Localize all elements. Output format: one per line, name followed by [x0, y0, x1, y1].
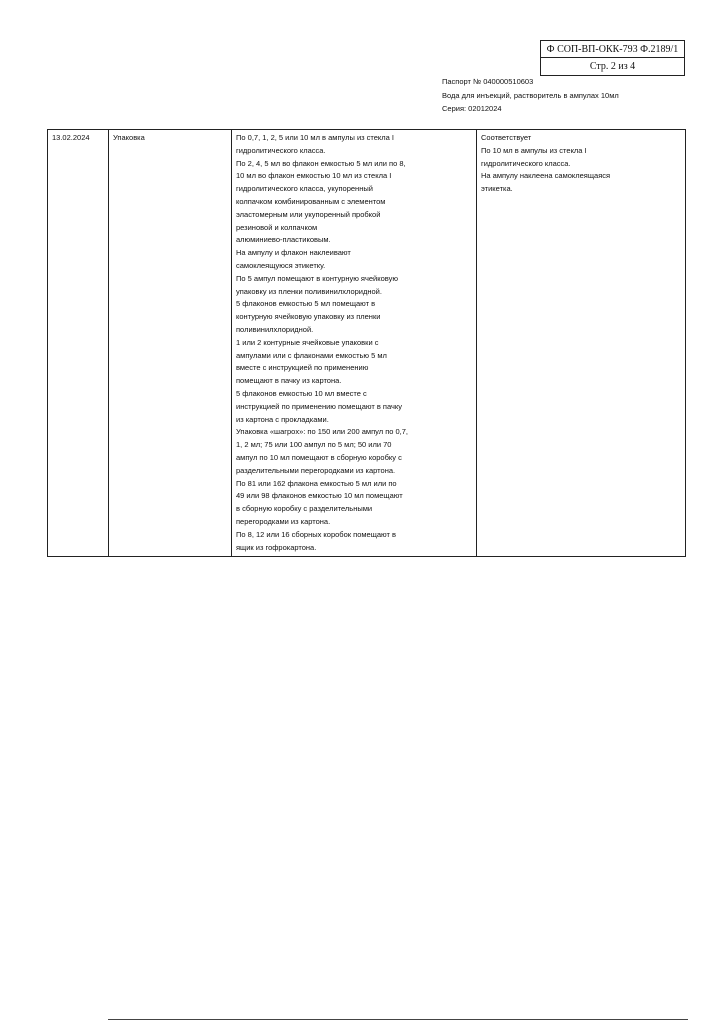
- norm-line: 49 или 98 флаконов емкостью 10 мл помещают: [236, 491, 403, 501]
- form-code-box: [540, 40, 685, 76]
- norm-line: из картона с прокладками.: [236, 414, 329, 424]
- norm-line: ампулами или с флаконами емкостью 5 мл: [236, 350, 387, 360]
- footer-divider: [108, 1019, 688, 1020]
- norm-line: резиновой и колпачком: [236, 222, 318, 232]
- form-code: Ф СОП-ВП-ОКК-793 Ф.2189/1: [541, 41, 684, 58]
- norm-line: Упаковка «шагроx»: по 150 или 200 ампул по 0,7,: [236, 427, 409, 437]
- norm-line: помещают в пачку из картона.: [236, 376, 342, 386]
- norm-line: колпачком комбинированным с элементом: [236, 196, 386, 206]
- norm-line: 1 или 2 контурные ячейковые упаковки с: [236, 337, 379, 347]
- norm-line: самоклеящуюся этикетку.: [236, 260, 326, 270]
- norm-line: 1, 2 мл; 75 или 100 ампул по 5 мл; 50 или 70: [236, 440, 392, 450]
- series-number: Серия: 02012024: [442, 104, 502, 113]
- norm-line: По 0,7, 1, 2, 5 или 10 мл в ампулы из стекла I: [236, 133, 395, 142]
- test-name: Упаковка: [109, 130, 232, 557]
- result-text: [477, 130, 686, 557]
- norm-line: эластомерным или укупоренный пробкой: [236, 209, 381, 219]
- norm-line: По 2, 4, 5 мл во флакон емкостью 5 мл или по 8,: [236, 158, 406, 168]
- product-name: Вода для инъекций, растворитель в ампулах 10мл: [442, 90, 619, 100]
- norm-line: 5 флаконов емкостью 5 мл помещают в: [236, 299, 376, 309]
- norm-line: 5 флаконов емкостью 10 мл вместе с: [236, 388, 367, 398]
- norm-line: алюминиево-пластиковым.: [236, 235, 331, 245]
- norm-text: [232, 130, 477, 557]
- norm-line: перегородками из картона.: [236, 516, 331, 526]
- norm-line: гидролитического класса.: [236, 145, 326, 155]
- norm-line: По 5 ампул помещают в контурную ячейковую: [236, 273, 398, 283]
- norm-line: контурную ячейковую упаковку из пленки: [236, 312, 381, 322]
- table-row: [48, 130, 686, 557]
- norm-line: ящик из гофрокартона.: [236, 542, 317, 552]
- result-line: гидролитического класса.: [481, 158, 571, 168]
- passport-number: Паспорт № 040000510603: [442, 77, 534, 86]
- norm-line: разделительными перегородками из картона.: [236, 465, 396, 475]
- passport-info: [442, 75, 619, 116]
- norm-line: На ампулу и флакон наклеивают: [236, 248, 351, 258]
- norm-line: По 81 или 162 флакона емкостью 5 мл или по: [236, 478, 397, 488]
- page-number: Стр. 2 из 4: [589, 61, 636, 72]
- result-line: этикетка.: [481, 184, 513, 194]
- norm-line: 10 мл во флакон емкостью 10 мл из стекла I: [236, 171, 392, 181]
- result-line: По 10 мл в ампулы из стекла I: [481, 145, 587, 155]
- test-date: 13.02.2024: [48, 130, 109, 557]
- norm-line: в сборную коробку с разделительными: [236, 504, 373, 514]
- norm-line: По 8, 12 или 16 сборных коробок помещают в: [236, 529, 397, 539]
- norm-line: упаковку из пленки поливинилхлоридной.: [236, 286, 382, 296]
- norm-line: гидролитического класса, укупоренный: [236, 184, 373, 194]
- result-line: Соответствует: [481, 133, 532, 142]
- norm-line: ампул по 10 мл помещают в сборную коробку с: [236, 452, 402, 462]
- result-line: На ампулу наклеена самоклеящаяся: [481, 171, 611, 181]
- norm-line: поливинилхлоридной.: [236, 324, 314, 334]
- norm-line: инструкцией по применению помещают в пачку: [236, 401, 403, 411]
- results-table: [47, 129, 686, 557]
- norm-line: вместе с инструкцией по применению: [236, 363, 369, 373]
